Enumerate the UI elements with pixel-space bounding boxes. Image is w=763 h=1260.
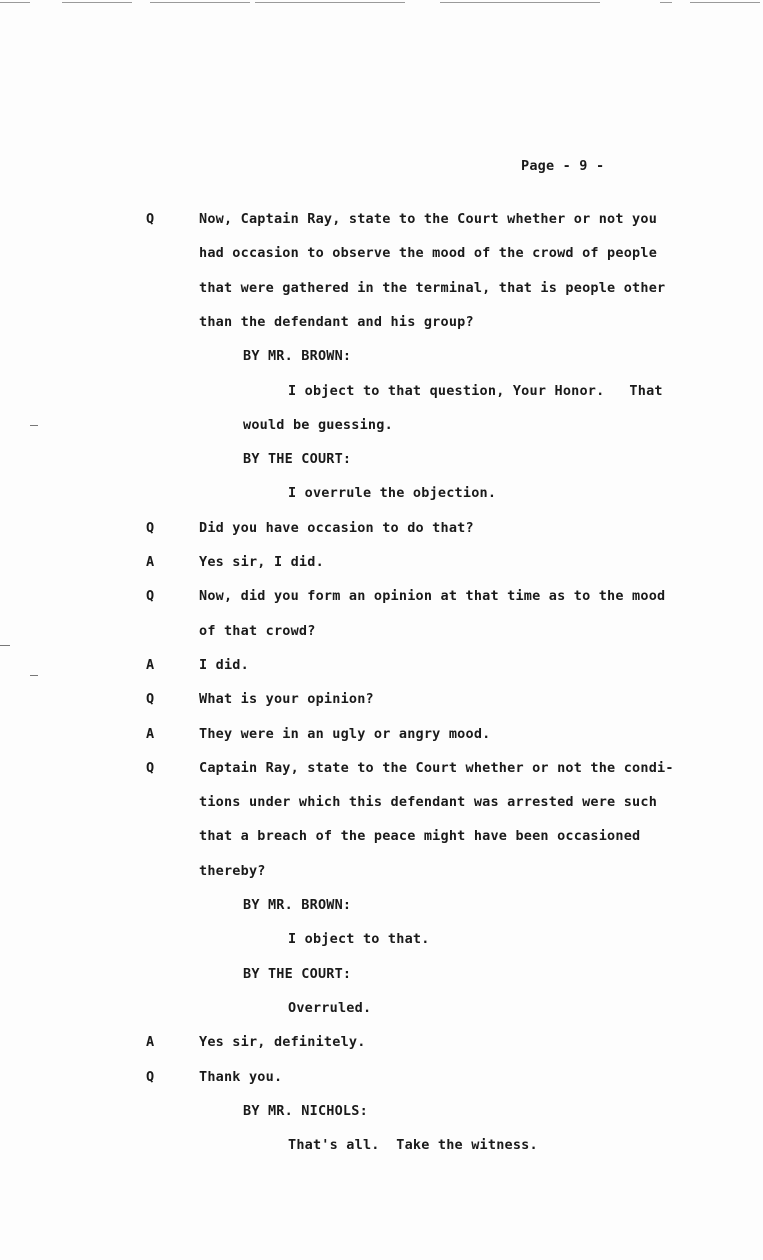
question-text-line: Now, did you form an opinion at that time as to the mood [199, 588, 666, 605]
question-text-line: Captain Ray, state to the Court whether or not the condi- [199, 759, 674, 776]
answer-marker: A [146, 725, 155, 742]
scan-speck [0, 645, 10, 646]
scan-speck [30, 675, 38, 676]
speaker-heading: BY MR. BROWN: [243, 348, 352, 365]
statement-text-line: That's all. Take the witness. [288, 1137, 538, 1154]
answer-text-line: They were in an ugly or angry mood. [199, 725, 491, 742]
question-text-line: tions under which this defendant was arrested were such [199, 794, 658, 811]
question-marker: Q [146, 519, 155, 536]
page-number: Page - 9 - [521, 158, 605, 174]
question-marker: Q [146, 691, 155, 708]
question-text-line: that were gathered in the terminal, that is people other [199, 279, 666, 296]
question-marker: Q [146, 588, 155, 605]
statement-text-line: I overrule the objection. [288, 485, 497, 502]
question-text-line: that a breach of the peace might have been occasioned [199, 828, 641, 845]
answer-text-line: Yes sir, I did. [199, 554, 324, 570]
speaker-heading: BY THE COURT: [243, 451, 352, 468]
question-text-line: Did you have occasion to do that? [199, 519, 474, 536]
scan-speck [30, 425, 38, 426]
question-text-line: of that crowd? [199, 622, 316, 639]
statement-text-line: would be guessing. [243, 416, 393, 433]
scan-top-edge [0, 0, 763, 8]
question-marker: Q [146, 211, 155, 227]
question-text-line: than the defendant and his group? [199, 313, 474, 330]
question-text-line: Thank you. [199, 1068, 283, 1085]
question-text-line: What is your opinion? [199, 691, 374, 708]
speaker-heading: BY MR. NICHOLS: [243, 1102, 368, 1119]
answer-text-line: Yes sir, definitely. [199, 1034, 366, 1051]
statement-text-line: Overruled. [288, 999, 372, 1016]
question-text-line: thereby? [199, 862, 266, 879]
question-text-line: had occasion to observe the mood of the crowd of people [199, 245, 658, 262]
statement-text-line: I object to that question, Your Honor. That [288, 382, 663, 399]
question-marker: Q [146, 1068, 155, 1085]
statement-text-line: I object to that. [288, 931, 430, 948]
speaker-heading: BY THE COURT: [243, 965, 352, 982]
answer-marker: A [146, 656, 155, 673]
speaker-heading: BY MR. BROWN: [243, 897, 352, 913]
answer-marker: A [146, 1034, 155, 1051]
question-text-line: Now, Captain Ray, state to the Court whether or not you [199, 211, 658, 227]
answer-text-line: I did. [199, 656, 249, 673]
answer-marker: A [146, 554, 155, 570]
question-marker: Q [146, 759, 155, 776]
